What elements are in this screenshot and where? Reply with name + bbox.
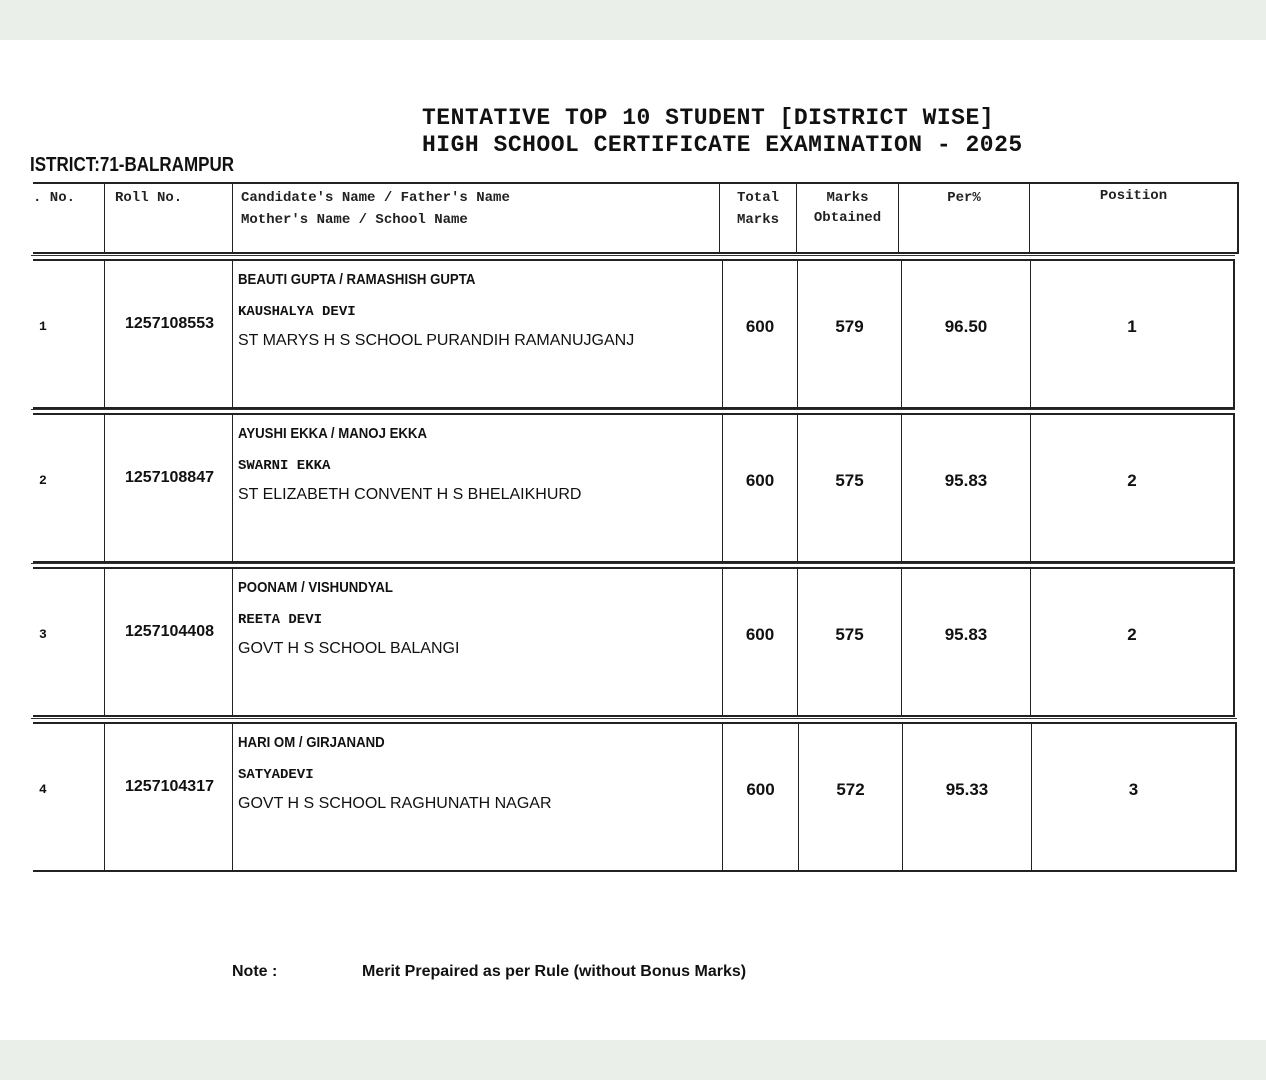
row-mother: SATYADEVI: [238, 767, 314, 783]
table-row: [33, 413, 1235, 563]
row-roll: 1257108553: [125, 315, 214, 332]
row-total: 600: [745, 317, 775, 336]
row-per: 95.83: [944, 625, 988, 644]
row-roll: 1257104408: [125, 623, 214, 640]
document-subtitle: HIGH SCHOOL CERTIFICATE EXAMINATION - 2025: [422, 132, 1023, 158]
document-sheet: [0, 40, 1266, 1040]
row-roll: 1257108847: [125, 469, 214, 486]
row-mother: REETA DEVI: [238, 612, 323, 628]
row-total: 600: [745, 625, 775, 644]
note-label: Note :: [232, 963, 278, 980]
row-name-father: HARI OM / GIRJANAND: [238, 734, 385, 751]
col-candidate-header: Candidate's Name / Father's Name Mother's Name / School Name: [232, 184, 719, 252]
row-mother: SWARNI EKKA: [238, 458, 331, 474]
row-school: ST MARYS H S SCHOOL PURANDIH RAMANUJGANJ: [238, 332, 635, 349]
col-position-header: Position: [1029, 184, 1237, 252]
row-obtained: 572: [836, 780, 865, 799]
row-mother: KAUSHALYA DEVI: [238, 304, 356, 320]
row-per: 96.50: [944, 317, 988, 336]
row-obtained: 575: [835, 625, 864, 644]
row-obtained: 575: [835, 471, 864, 490]
row-per: 95.83: [944, 471, 988, 490]
row-sno: 1: [39, 319, 47, 334]
row-position: 2: [1127, 471, 1137, 490]
row-school: GOVT H S SCHOOL RAGHUNATH NAGAR: [238, 795, 552, 812]
row-school: ST ELIZABETH CONVENT H S BHELAIKHURD: [238, 486, 582, 503]
row-sno: 3: [39, 627, 47, 642]
col-per-header: Per%: [898, 184, 1029, 252]
col-total-header: Total Marks: [719, 184, 796, 252]
table-row: [33, 722, 1237, 872]
row-position: 1: [1127, 317, 1137, 336]
row-total: 600: [745, 471, 775, 490]
col-marks-header: Marks Obtained: [796, 184, 898, 252]
table-header: [33, 182, 1239, 254]
row-obtained: 579: [835, 317, 864, 336]
row-position: 2: [1127, 625, 1137, 644]
col-sno-header: . No.: [33, 190, 76, 206]
row-roll: 1257104317: [125, 778, 214, 795]
row-sno: 2: [39, 473, 47, 488]
row-position: 3: [1128, 780, 1139, 799]
row-sno: 4: [39, 782, 47, 797]
row-name-father: POONAM / VISHUNDYAL: [238, 579, 394, 596]
table-row: [33, 567, 1235, 717]
row-total: 600: [746, 780, 775, 799]
document-title: TENTATIVE TOP 10 STUDENT [DISTRICT WISE]: [422, 105, 995, 131]
row-name-father: AYUSHI EKKA / MANOJ EKKA: [238, 425, 427, 442]
row-school: GOVT H S SCHOOL BALANGI: [238, 640, 460, 657]
district-label: ISTRICT:71-BALRAMPUR: [30, 154, 234, 176]
note-text: Merit Prepaired as per Rule (without Bonus Marks): [362, 963, 747, 980]
row-per: 95.33: [945, 780, 989, 799]
table-row: [33, 259, 1235, 409]
row-name-father: BEAUTI GUPTA / RAMASHISH GUPTA: [238, 271, 476, 288]
col-roll-header: Roll No.: [104, 184, 232, 252]
